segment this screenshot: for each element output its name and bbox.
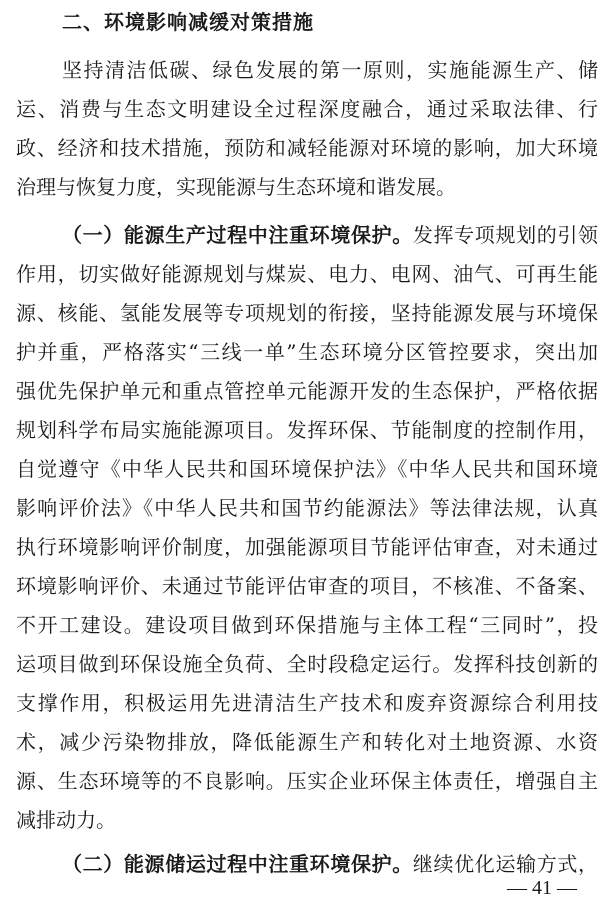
subsection-text: 继续优化运输方式， <box>412 852 598 876</box>
paragraph-line: 减排动力。 <box>16 808 116 832</box>
paragraph-line: 执行环境影响评价制度，加强能源项目节能评估审查，对未通过 <box>16 535 598 559</box>
paragraph-line: 源、生态环境等的不良影响。压实企业环保主体责任，增强自主 <box>16 769 598 793</box>
subsection-first-line <box>62 218 598 252</box>
page-number: — 41 — <box>507 877 577 899</box>
paragraph-line: 规划科学布局实施能源项目。发挥环保、节能制度的控制作用， <box>16 418 598 442</box>
subsection-text: 发挥专项规划的引领 <box>412 223 598 247</box>
paragraph-line: 政、经济和技术措施，预防和减轻能源对环境的影响，加大环境 <box>16 136 598 160</box>
subsection-title: （一）能源生产过程中注重环境保护。 <box>62 223 413 247</box>
paragraph-line: 作用，切实做好能源规划与煤炭、电力、电网、油气、可再生能 <box>16 262 598 286</box>
paragraph-line: 运项目做到环保设施全负荷、全时段稳定运行。发挥科技创新的 <box>16 652 598 676</box>
paragraph-line: 强优先保护单元和重点管控单元能源开发的生态保护，严格依据 <box>16 379 598 403</box>
paragraph-line: 支撑作用，积极运用先进清洁生产技术和废弃资源综合利用技 <box>16 691 598 715</box>
paragraph-line: 环境影响评价、未通过节能评估审查的项目，不核准、不备案、 <box>16 574 598 598</box>
paragraph-line: 运、消费与生态文明建设全过程深度融合，通过采取法律、行 <box>16 97 598 121</box>
paragraph-line: 治理与恢复力度，实现能源与生态环境和谐发展。 <box>16 175 456 199</box>
paragraph-line: 护并重，严格落实“三线一单”生态环境分区管控要求，突出加 <box>16 340 598 364</box>
paragraph-line: 源、核能、氢能发展等专项规划的衔接，坚持能源发展与环境保 <box>16 301 598 325</box>
paragraph-line: 影响评价法》《中华人民共和国节约能源法》等法律法规，认真 <box>16 496 598 520</box>
section-heading: 二、环境影响减缓对策措施 <box>62 10 314 34</box>
paragraph-line: 坚持清洁低碳、绿色发展的第一原则，实施能源生产、储 <box>62 58 598 82</box>
paragraph-line: 术，减少污染物排放，降低能源生产和转化对土地资源、水资 <box>16 730 598 754</box>
subsection-title: （二）能源储运过程中注重环境保护。 <box>62 852 413 876</box>
paragraph-line: 自觉遵守《中华人民共和国环境保护法》《中华人民共和国环境 <box>16 457 598 481</box>
paragraph-line: 不开工建设。建设项目做到环保措施与主体工程“三同时”，投 <box>16 613 598 637</box>
